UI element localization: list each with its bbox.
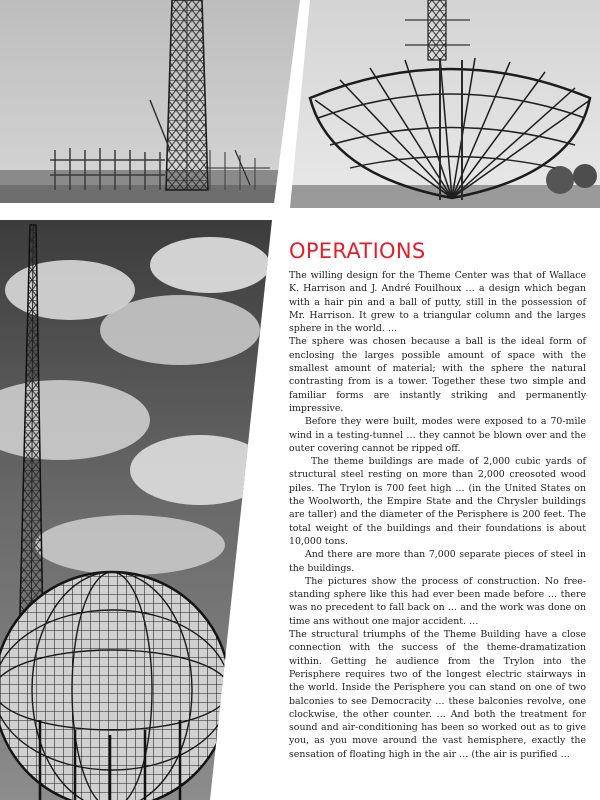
paragraph-design: The willing design for the Theme Center was that of Wallace K. Harrison and J. André Fouilhoux … a design which began with a hair pin and a ball of putty, still in the possession of Mr. Harrison. It grew to a triangular column and the larges sphere in the world. …	[289, 270, 586, 335]
tower-construction-photo	[0, 0, 300, 203]
trylon-perisphere-photo	[0, 220, 280, 800]
paragraph-steel-pieces: And there are more than 7,000 separate pieces of steel in the buildings.	[289, 549, 586, 574]
article-heading: OPERATIONS	[289, 239, 426, 263]
paragraph-structural-triumphs: The structural triumphs of the Theme Building have a close connection with the success of the theme-dramatization within. Getting he audience from the Trylon into the Perisphere requires two of the longest electric stairways in the world. Inside the Perisphere you can stand on one of two balconies to see Democracity … these balconies revolve, one clockwise, the other counter. … And both the treatment for sound and air-conditioning has been so worked out as to give you, as you move around the vast hemisphere, exactly the sensation of floating high in the air … (the air is purified …	[289, 629, 586, 760]
article-body	[289, 269, 586, 761]
paragraph-materials: The theme buildings are made of 2,000 cubic yards of structural steel resting on more than 2,000 creosoted wood piles. The Trylon is 700 feet high … (in the United States on the Woolworth, the Empire State and the Chrysler buildings are taller) and the diameter of the Perisphere is 200 feet. The total weight of the buildings and their foundations is about 10,000 tons.	[289, 456, 586, 547]
paragraph-sphere: The sphere was chosen because a ball is the ideal form of enclosing the larges possible amount of space with the smallest amount of material; with the sphere the natural contrasting from is a tower. Together these two simple and familiar forms are instantly striking and permanently impressive.	[289, 336, 586, 414]
paragraph-wind-test: Before they were built, modes were exposed to a 70-mile wind in a testing-tunnel … they cannot be blown over and the outer covering cannot be ripped off.	[289, 416, 586, 454]
article	[289, 238, 586, 761]
paragraph-construction: The pictures show the process of construction. No free-standing sphere like this had ever been made before … there was no precedent to fall back on … and the work was done on time ans without one major accident. …	[289, 575, 586, 627]
perisphere-frame-photo	[280, 0, 600, 208]
